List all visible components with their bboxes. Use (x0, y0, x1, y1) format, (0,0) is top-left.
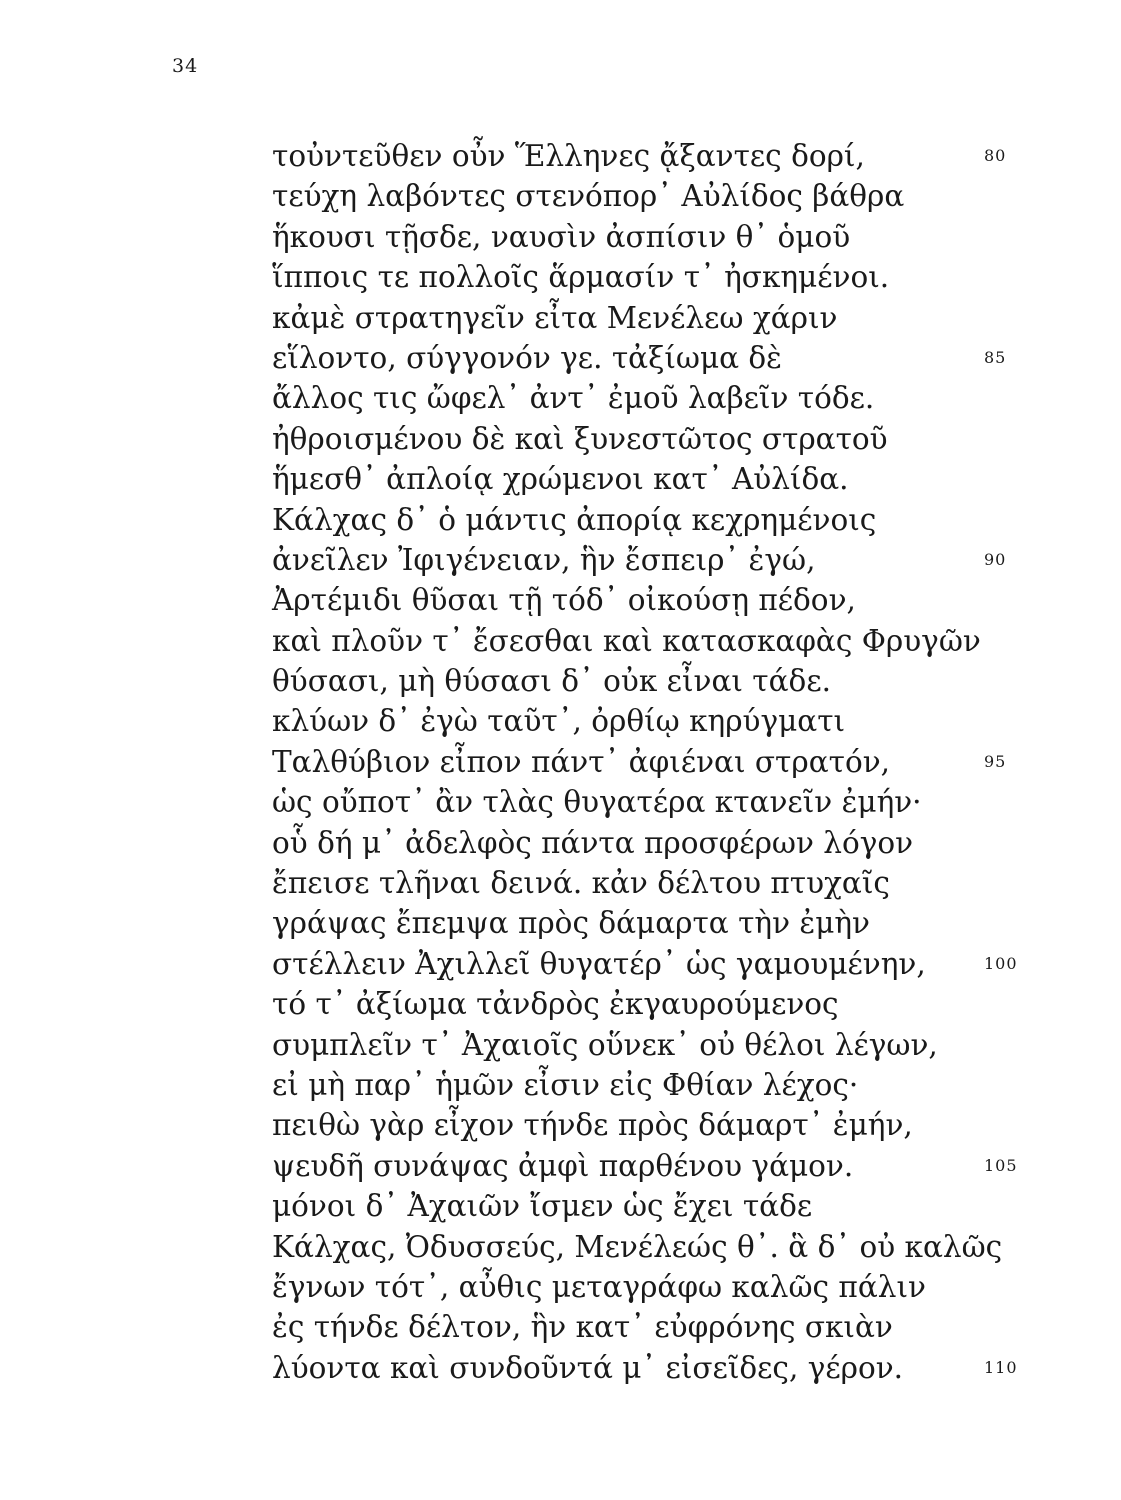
verse-text: Κάλχας, Ὀδυσσεύς, Μενέλεώς θ᾽. ἃ δ᾽ οὐ καλῶς (272, 1229, 1003, 1264)
verse-line (272, 459, 1092, 499)
verse-text: ὡς οὔποτ᾽ ἂν τλὰς θυγατέρα κτανεῖν ἐμήν· (272, 785, 922, 820)
verse-text: εἰ μὴ παρ᾽ ἡμῶν εἶσιν εἰς Φθίαν λέχος· (272, 1067, 859, 1102)
verse-line (272, 580, 1092, 620)
verse-line (272, 984, 1092, 1024)
verse-text: ἠθροισμένου δὲ καὶ ξυνεστῶτος στρατοῦ (272, 421, 888, 456)
verse-text: θύσασι, μὴ θύσασι δ᾽ οὐκ εἶναι τάδε. (272, 664, 831, 699)
verse-line (272, 742, 1092, 782)
verse-line (272, 903, 1092, 943)
verse-line (272, 298, 1092, 338)
verse-line (272, 338, 1092, 378)
verse-text: τό τ᾽ ἀξίωμα τἀνδρὸς ἐκγαυρούμενος (272, 987, 839, 1022)
verse-line (272, 661, 1092, 701)
verse-line (272, 863, 1092, 903)
line-number: 80 (984, 146, 1007, 165)
verse-text: Κάλχας δ᾽ ὁ μάντις ἀπορίᾳ κεχρημένοις (272, 502, 877, 537)
verse-line (272, 1186, 1092, 1226)
verse-line (272, 1105, 1092, 1145)
verse-text: καὶ πλοῦν τ᾽ ἔσεσθαι καὶ κατασκαφὰς Φρυγῶν (272, 623, 981, 658)
verse-text: ἐς τήνδε δέλτον, ἣν κατ᾽ εὐφρόνης σκιὰν (272, 1310, 893, 1345)
verse-line (272, 136, 1092, 176)
verse-text: ἥκουσι τῇσδε, ναυσὶν ἀσπίσιν θ᾽ ὁμοῦ (272, 219, 851, 254)
line-number: 85 (984, 347, 1007, 367)
line-number: 100 (984, 953, 1018, 973)
verse-text: ἵπποις τε πολλοῖς ἅρμασίν τ᾽ ἠσκημένοι. (272, 260, 890, 295)
verse-line (272, 257, 1092, 297)
verse-text: ἔγνων τότ᾽, αὖθις μεταγράφω καλῶς πάλιν (272, 1269, 926, 1304)
verse-text: πειθὼ γὰρ εἶχον τήνδε πρὸς δάμαρτ᾽ ἐμήν, (272, 1108, 913, 1143)
verse-line (272, 1267, 1092, 1307)
verse-text: ἄλλος τις ὤφελ᾽ ἀντ᾽ ἐμοῦ λαβεῖν τόδε. (272, 381, 875, 416)
verse-text: τεύχη λαβόντες στενόπορ᾽ Αὐλίδος βάθρα (272, 179, 905, 214)
verse-line (272, 1307, 1092, 1347)
verse-line (272, 378, 1092, 418)
verse-line (272, 782, 1092, 822)
verse-text: ἔπεισε τλῆναι δεινά. κἀν δέλτου πτυχαῖς (272, 866, 890, 901)
verse-text: εἵλοντο, σύγγονόν γε. τἀξίωμα δὲ (272, 340, 783, 375)
verse-text: γράψας ἔπεμψα πρὸς δάμαρτα τὴν ἐμὴν (272, 906, 870, 941)
verse-line (272, 217, 1092, 257)
verse-line (272, 176, 1092, 216)
verse-line (272, 621, 1092, 661)
verse-text: Ἀρτέμιδι θῦσαι τῇ τόδ᾽ οἰκούσῃ πέδον, (272, 583, 856, 618)
verse-line (272, 1227, 1092, 1267)
verse-line (272, 540, 1092, 580)
line-number: 90 (984, 549, 1007, 569)
poem-text (272, 136, 1092, 1388)
verse-line (272, 1146, 1092, 1186)
verse-line (272, 1065, 1092, 1105)
verse-text: ἥμεσθ᾽ ἀπλοίᾳ χρώμενοι κατ᾽ Αὐλίδα. (272, 462, 849, 497)
verse-text: συμπλεῖν τ᾽ Ἀχαιοῖς οὕνεκ᾽ οὐ θέλοι λέγων, (272, 1027, 938, 1062)
verse-line (272, 1025, 1092, 1065)
verse-text: οὗ δή μ᾽ ἀδελφὸς πάντα προσφέρων λόγον (272, 825, 914, 860)
line-number: 110 (984, 1357, 1018, 1377)
line-number: 95 (984, 751, 1007, 771)
verse-text: λύοντα καὶ συνδοῦντά μ᾽ εἰσεῖδες, γέρον. (272, 1350, 904, 1385)
verse-line (272, 419, 1092, 459)
verse-line (272, 1348, 1092, 1388)
line-number: 105 (984, 1155, 1018, 1175)
verse-text: ψευδῆ συνάψας ἀμφὶ παρθένου γάμον. (272, 1148, 854, 1183)
verse-text: μόνοι δ᾽ Ἀχαιῶν ἴσμεν ὡς ἔχει τάδε (272, 1189, 813, 1224)
verse-text: κλύων δ᾽ ἐγὼ ταῦτ᾽, ὀρθίῳ κηρύγματι (272, 704, 846, 739)
verse-line (272, 701, 1092, 741)
verse-text: κἀμὲ στρατηγεῖν εἶτα Μενέλεω χάριν (272, 300, 838, 335)
verse-text: τοὐντεῦθεν οὖν Ἕλληνες ᾄξαντες δορί, (272, 139, 865, 173)
page-number: 34 (172, 55, 199, 77)
verse-line (272, 500, 1092, 540)
verse-text: ἀνεῖλεν Ἰφιγένειαν, ἣν ἔσπειρ᾽ ἐγώ, (272, 542, 816, 577)
verse-text: Ταλθύβιον εἶπον πάντ᾽ ἀφιέναι στρατόν, (272, 744, 891, 779)
verse-line (272, 823, 1092, 863)
verse-text: στέλλειν Ἀχιλλεῖ θυγατέρ᾽ ὡς γαμουμένην, (272, 946, 926, 981)
verse-line (272, 944, 1092, 984)
